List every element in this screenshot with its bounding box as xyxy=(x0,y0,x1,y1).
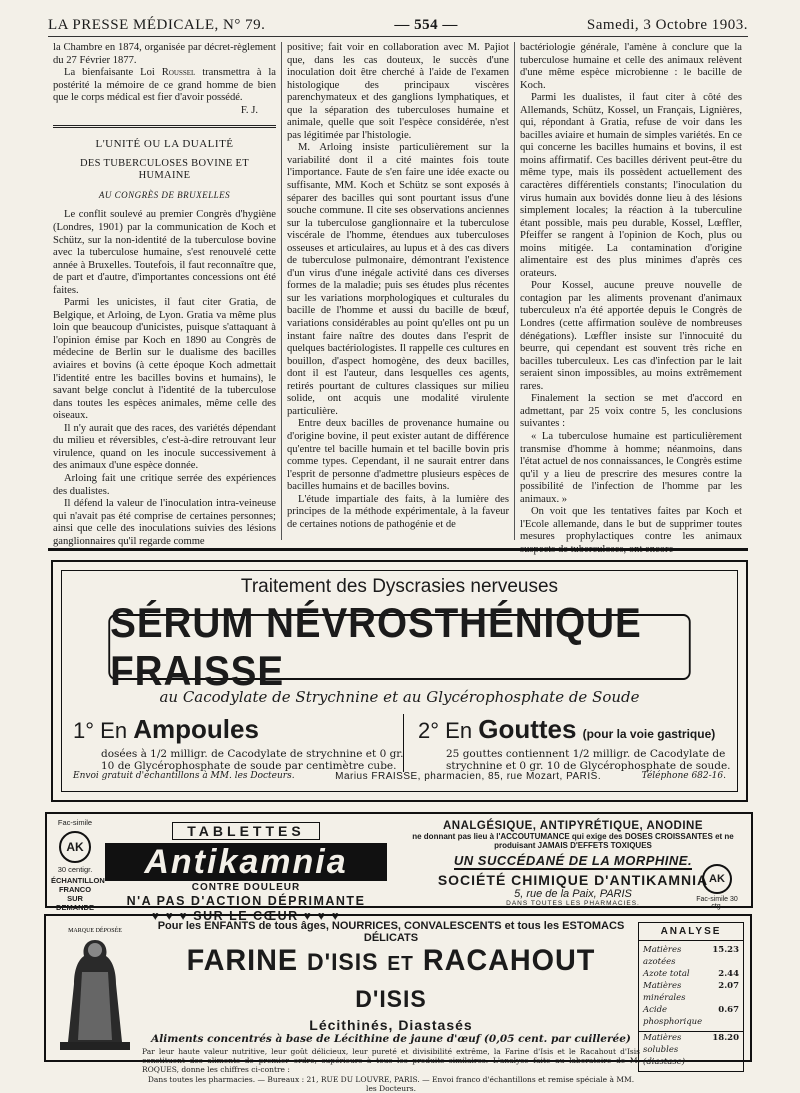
company-name: SOCIÉTÉ CHIMIQUE D'ANTIKAMNIA xyxy=(437,872,709,888)
analysis-label: Matières minérales xyxy=(643,981,686,1003)
company-address: 5, rue de la Paix, PARIS xyxy=(514,888,632,900)
paragraph: positive; fait voir en collaboration avec M. Pajiot que, dans les cas douteux, le succès d'une inoculation doit être cherché à l'aide de l'examen histologique des principaux viscères parenchymateux et des ganglions lymphatiques, et que la séparation des tuberculoses humaine et animale, quelle que soit l'espèce considérée, n'est pas légitimée par l'histologie. xyxy=(287,42,509,141)
analysis-value: 0.67 xyxy=(718,1005,739,1015)
dose-label: 30 centigr. xyxy=(57,865,93,874)
paragraph: Pour Kossel, aucune preuve nouvelle de contagion par les aliments provenant d'animaux tuberculeux n'a été apportée depuis le Congrès de Londres (cette affirmation soulève de nombreuses dénégations). Lœffler insiste sur l'innocuité du beurre, qui cependant est souvent très riche en bacilles tuberculeux. Les cas d'infection par le lait seraient sinon impossibles, au moins extrêmement rares. xyxy=(520,280,742,392)
option-number: 1° xyxy=(73,718,95,743)
analysis-value: 15.23 xyxy=(712,945,739,955)
ad-heading: Traitement des Dyscrasies nerveuses xyxy=(240,576,559,597)
column-2 xyxy=(281,42,514,540)
paragraph: Il défend la valeur de l'inoculation intra-veineuse qui n'avait pas été comprise de certaines personnes; ainsi que celle des inoculations suivies des lésions ganglionnaires qu'il regarde comme xyxy=(53,498,276,547)
facsimile-label: Fac-simile 30 ctg. xyxy=(696,896,738,910)
paragraph: Finalement la section se met d'accord en admettant, par 25 voix contre 5, les conclusions suivantes : xyxy=(520,393,742,430)
analysis-row xyxy=(639,1004,743,1028)
text-run: Roussel xyxy=(161,67,196,79)
tablettes-label: TABLETTES xyxy=(172,822,319,840)
telephone: Téléphone 682-16. xyxy=(641,771,726,781)
figure-base xyxy=(60,1042,130,1050)
text-run: La bienfaisante Loi xyxy=(64,67,162,79)
farine-word: FARINE xyxy=(186,944,299,977)
paragraph: On voit que les tentatives faites par Koch et l'Ecole allemande, dans le but de supprimer toutes mesures prophylactiques contre les animaux suspects de tuberculoses, ont encore xyxy=(520,506,742,555)
brand-block xyxy=(105,822,387,923)
option-description: 25 gouttes contiennent 1/2 milligr. de Cacodylate de strychnine et 0 gr. 10 de Glycérophosphate de soude. xyxy=(446,748,731,772)
article-columns xyxy=(48,42,748,555)
facsimile-right xyxy=(691,864,743,910)
option-gouttes xyxy=(403,714,738,772)
paragraph: Arloing fait une critique serrée des expériences des dualistes. xyxy=(53,472,276,497)
trademark-label: MARQUE DÉPOSÉE xyxy=(68,928,122,934)
paragraph: « La tuberculose humaine est particulièrement transmise d'homme à homme; néanmoins, dans l'état actuel de nos connaissances, le Congrès estime qu'il y a lieu de prescrire des mesures contre la possibilité de l'infection de l'homme par les animaux. » xyxy=(520,430,742,505)
description: Par leur haute valeur nutritive, leur goût délicieux, leur pureté et divisibilité extrême, la Farine d'Isis et le Racahout d'Isis constituent des aliments de premier ordre, supérieurs à tous les produits similaires. L'analyse faite au laboratoire de M. ROQUES, donne les chiffres ci-contre : xyxy=(142,1047,640,1074)
analysis-label: Acide phosphorique xyxy=(643,1005,703,1027)
paragraph: M. Arloing insiste particulièrement sur la variabilité dont il a cité maintes fois toute l'importance. Faute de s'en faire une idée exacte ou suffisante, MM. Koch et Schütz se sont exposés à séparer des bacilles qui sont pourtant issus d'une souche commune. Il cite ses observations anciennes sur la tuberculose ganglionnaire et la tuberculose viscérale de l'homme, étendues aux tuberculoses osseuses et articulaires, au lupus et à des cas divers de tuberculose pulmonaire, démontrant l'existence d'un virus d'une inégale activité dans ces diverses formes de la maladie; puis ses études plus récentes sur les variations morphologiques et culturales du bacille de l'homme et aussi du bacille de bœuf, variations considérables au point qu'elles ont pu un instant faire naître des doutes dans l'esprit de quelques bactériologistes. Il rappelle ces cultures en bouillon, d'aspect homogène, des deux bacilles, dont il est l'auteur, dans lesquelles ces agents, retirés pourtant de cultures classiques sur milieu solide, ont acquis une modalité virulente particulière. xyxy=(287,142,509,417)
paragraph: Il n'y aurait que des races, des variétés dépendant du milieu et réversibles, c'est-à-dire retrouvant leur virulence, quand on les inocule successivement à des animaux d'une espèce donnée. xyxy=(53,422,276,472)
footer-line: Dans toutes les pharmacies. — Bureaux : 21, RUE DU LOUVRE, PARIS. — Envoi franco d'échantillons et remise spéciale à MM. les Docteurs. xyxy=(147,1075,635,1093)
journal-title: LA PRESSE MÉDICALE, N° 79. xyxy=(48,16,266,33)
paragraph xyxy=(53,67,276,105)
figure-head xyxy=(88,943,102,957)
paragraph: Parmi les unicistes, il faut citer Gratia, de Belgique, et Arloing, de Lyon. Gratia va même plus loin que beaucoup d'unicistes, puisque s'attaquant à l'opinion émise par Koch en 1890 au Congrès de médecine de Berlin sur le dualisme des bacilles aviaires et bovins (à cette époque Koch admettait l'identité entre les bacilles bovins et humains), le savant belge conclut à l'identité de la tuberculose dans toutes les espèces animales, même celle des oiseaux. xyxy=(53,297,276,422)
disis-word: D'ISIS xyxy=(307,949,379,976)
column-1 xyxy=(48,42,281,547)
ad-footer xyxy=(73,771,726,782)
et-word: ET xyxy=(387,953,414,975)
paragraph: Parmi les dualistes, il faut citer à côté des Allemands, Schütz, Kossel, un Français, Lignières, qui, répondant à Gratia, refuse de voir dans les bacilles aviaire et humain de simples variétés. En ce qui concerne les bacilles humains et bovins, il est moins affirmatif. Ces bacilles dérivent peut-être du même type, mais ils possèdent actuellement des caractères différentiels constants; l'inoculation du virus humain aux bovidés donne lieu à des lésions simplement locales; la réaction à la tuberculine étant possible, mais peu durable, Kossel, Lœffler, Pfeiffer se rangent à l'opinion de Koch, plus ou moins mitigée. La contamination d'origine alimentaire est des plus minimes d'après ces orateurs. xyxy=(520,92,742,279)
ak-logo-icon: AK xyxy=(702,864,732,894)
option-en: En xyxy=(100,718,128,743)
antikamnia-advertisement xyxy=(45,812,753,923)
issue-date: Samedi, 3 Octobre 1903. xyxy=(586,16,748,33)
option-number: 2° xyxy=(418,718,440,743)
ad-separator xyxy=(48,548,748,551)
analysis-title: ANALYSE xyxy=(639,923,743,941)
masthead xyxy=(48,14,748,37)
paragraph: bactériologie générale, l'amène à conclure que la tuberculose humaine et celle des animaux relèvent d'une même espèce microbienne : le bacille de Koch. xyxy=(520,42,742,91)
article-title: L'UNITÉ OU LA DUALITÉ xyxy=(95,138,234,151)
option-description: dosées à 1/2 milligr. de Cacodylate de strychnine et 0 gr. 10 de Glycérophosphate de soude par centimètre cube. xyxy=(101,748,404,772)
facsimile-label: Fac-simile xyxy=(57,818,93,827)
product-subtitle: au Cacodylate de Strychnine et au Glycérophosphate de Soude xyxy=(159,688,640,706)
option-en: En xyxy=(445,718,473,743)
samples-note: Envoi gratuit d'échantillons à MM. les Docteurs. xyxy=(73,771,295,781)
isis-figure-icon xyxy=(52,922,138,1056)
product-name: SÉRUM NÉVROSTHÉNIQUE FRAISSE xyxy=(108,614,690,680)
article-kicker: AU CONGRÈS DE BRUXELLES xyxy=(98,189,231,200)
ak-logo-icon: AK xyxy=(59,831,91,863)
option-note: (pour la voie gastrique) xyxy=(582,727,716,741)
brand-name: Antikamnia xyxy=(105,843,387,881)
paragraph: Entre deux bacilles de provenance humaine ou d'origine bovine, il peut exister autant de différence qu'entre tel bacille humain et tel bacille bovin pris comme types. Cependant, il ne saurait entrer dans l'esprit de personne d'admettre plusieurs espèces de bacilles humains et de bacilles bovins. xyxy=(287,418,509,493)
pharmacist-address: Marius FRAISSE, pharmacien, 85, rue Mozart, PARIS. xyxy=(335,771,602,782)
text-run: transmettra à la postérité la mémoire de ce grand homme de bien que le corps médical est fier d'avoir possédé. xyxy=(53,67,276,104)
claim-morphine: UN SUCCÉDANÉ DE LA MORPHINE. xyxy=(453,853,693,868)
analysis-label: Azote total xyxy=(643,969,690,979)
paragraph: Le conflit soulevé au premier Congrès d'hygiène (Londres, 1901) par la communication de Koch et Schütz, sur la non-identité de la tuberculose bovine avec la tuberculose humaine, s'est renouvelé cette année à Bruxelles. Toutefois, il faut reconnaître que, de part et d'autre, d'importantes concessions ont été faites. xyxy=(53,209,276,296)
signature: F. J. xyxy=(240,104,258,116)
option-name: Gouttes xyxy=(478,714,577,744)
page-number: — 554 — xyxy=(394,16,458,33)
serum-advertisement xyxy=(51,560,748,802)
option-ampoules xyxy=(73,714,413,772)
claim-properties: ANALGÉSIQUE, ANTIPYRÉTIQUE, ANODINE xyxy=(442,820,704,832)
analysis-value: 18.20 xyxy=(712,1033,739,1043)
paragraph: la Chambre en 1874, organisée par décret-règlement du 27 Février 1877. xyxy=(53,42,276,66)
analysis-value: 2.44 xyxy=(718,969,739,979)
pharmacies-note: DANS TOUTES LES PHARMACIES. xyxy=(506,900,640,907)
sample-offer: ÉCHANTILLON FRANCO SUR DEMANDE xyxy=(51,876,105,912)
audience-line: Pour les ENFANTS de tous âges, NOURRICES, CONVALESCENTS et tous les ESTOMACS DÉLICATS xyxy=(157,920,625,944)
figure-robe xyxy=(78,972,112,1040)
farine-main xyxy=(142,920,640,1093)
disis-word: D'ISIS xyxy=(355,986,427,1013)
analysis-label: Matières solubles (diastase) xyxy=(643,1033,686,1067)
claim-habit: ne donnant pas lieu à l'ACCOUTUMANCE qui exige des DOSES CROISSANTES et ne produisant JAMAIS D'EFFETS TOXIQUES xyxy=(412,832,734,850)
product-title xyxy=(152,944,630,1017)
option-name: Ampoules xyxy=(133,714,259,744)
no-depressant: N'A PAS D'ACTION DÉPRIMANTE xyxy=(126,894,366,908)
facsimile-block xyxy=(51,818,105,912)
analysis-value: 2.07 xyxy=(718,981,739,991)
contre-douleur: CONTRE DOULEUR xyxy=(191,882,301,893)
analysis-row xyxy=(639,968,743,980)
section-rule xyxy=(53,125,276,128)
aliments-line: Aliments concentrés à base de Lécithine de jaune d'œuf (0,05 cent. par cuillerée) xyxy=(151,1033,631,1045)
analysis-table xyxy=(638,922,744,1072)
analysis-row xyxy=(639,1031,743,1068)
article-subtitle: DES TUBERCULOSES BOVINE ET HUMAINE xyxy=(80,157,249,182)
analysis-row xyxy=(639,944,743,968)
analysis-row xyxy=(639,980,743,1004)
racahout-word: RACAHOUT xyxy=(422,944,596,977)
farine-isis-advertisement xyxy=(44,914,752,1093)
lecithines-line: Lécithinés, Diastasés xyxy=(309,1017,473,1033)
heart-line: ♥ ♥ ♥ SUR LE CŒUR ♥ ♥ ♥ xyxy=(151,909,341,923)
analysis-label: Matières azotées xyxy=(643,945,682,967)
column-3 xyxy=(514,42,747,555)
paragraph: L'étude impartiale des faits, à la lumière des principes de la méthode expérimentale, à la faveur de certaines notions de pathogénie et de xyxy=(287,493,509,530)
